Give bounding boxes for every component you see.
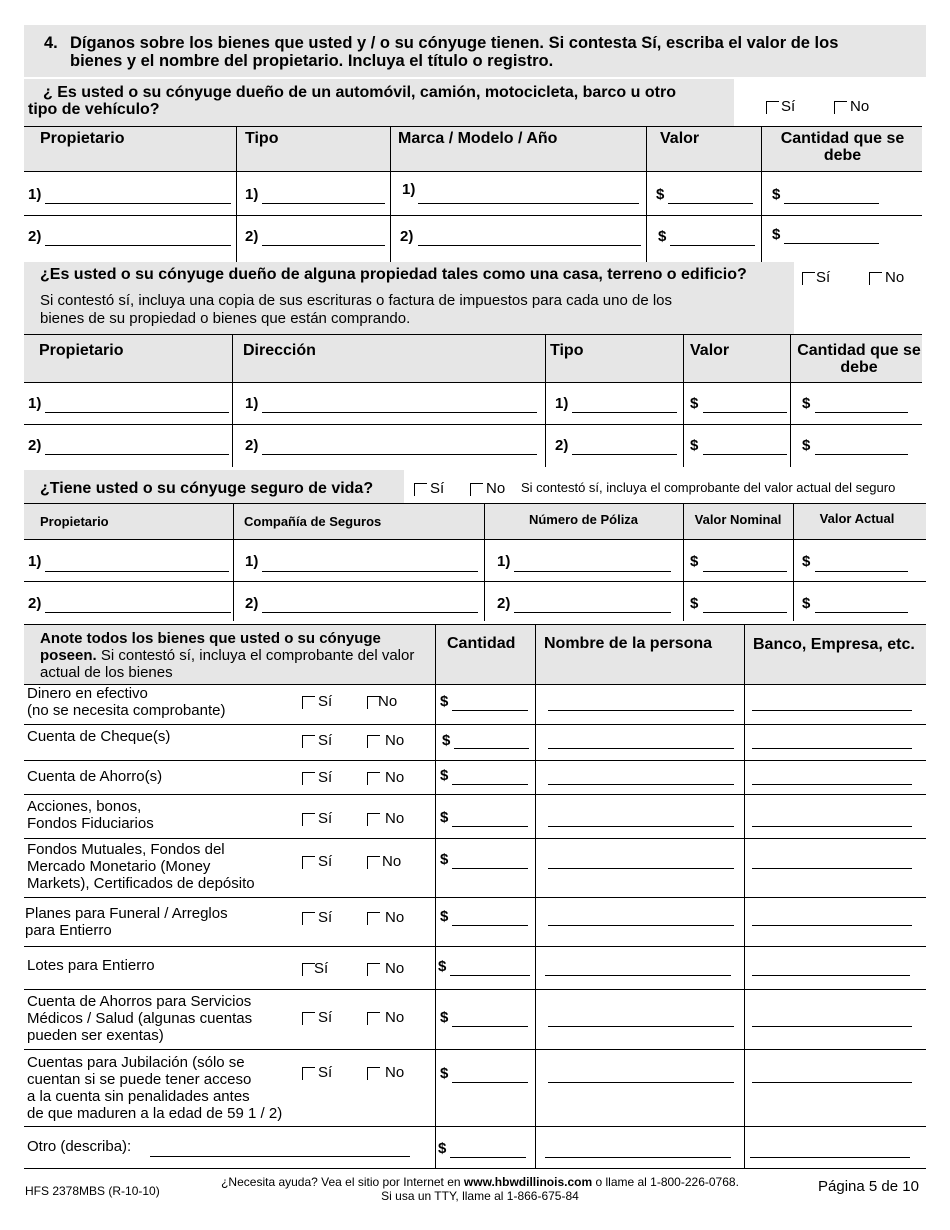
vehicle-yes-checkbox[interactable] <box>766 101 779 114</box>
asset-other-amount[interactable] <box>450 1157 526 1158</box>
property-r1-dollar-a: $ <box>690 395 699 412</box>
asset-funds-amount[interactable] <box>452 868 528 869</box>
vehicle-r1-num-a: 1) <box>28 186 42 203</box>
vehicle-col-value: Valor <box>660 130 700 147</box>
asset-stocks-bank[interactable] <box>752 826 912 827</box>
asset-retirement-dollar: $ <box>440 1065 449 1082</box>
insurance-r1-num-c: 1) <box>497 553 511 570</box>
vehicle-r2-owed[interactable] <box>784 243 879 244</box>
vehicle-r2-value[interactable] <box>670 245 755 246</box>
vehicle-r1-dollar-a: $ <box>656 186 665 203</box>
insurance-r1-num-a: 1) <box>28 553 42 570</box>
property-col-owed: Cantidad que se debe <box>797 342 921 376</box>
asset-funeral-no-checkbox[interactable] <box>367 912 380 925</box>
asset-retirement-yes-checkbox[interactable] <box>302 1067 315 1080</box>
help-url-link[interactable]: www.hbwdillinois.com <box>463 1175 593 1189</box>
tty-text: Si usa un TTY, llame al 1-866-675-84 <box>381 1189 579 1203</box>
asset-retirement-label-3: a la cuenta sin penalidades antes <box>27 1088 250 1105</box>
property-no-checkbox[interactable] <box>869 272 882 285</box>
asset-plots-yes-label: Sí <box>314 960 329 977</box>
asset-other-label: Otro (describa): <box>27 1138 132 1155</box>
asset-stocks-label <box>27 798 154 832</box>
asset-checking-no-label: No <box>385 732 405 749</box>
vehicle-col-owner: Propietario <box>40 130 125 147</box>
asset-funds-dollar: $ <box>440 851 449 868</box>
property-r1-num-b: 1) <box>245 395 259 412</box>
property-r1-value[interactable] <box>703 412 787 413</box>
section-title-line2: bienes y el nombre del propietario. Incluya el título o registro. <box>70 52 554 70</box>
asset-retirement-label <box>27 1054 282 1122</box>
asset-funds-yes-checkbox[interactable] <box>302 856 315 869</box>
asset-funeral-yes-checkbox[interactable] <box>302 912 315 925</box>
insurance-r1-dollar-b: $ <box>802 553 811 570</box>
asset-funds-bank[interactable] <box>752 868 912 869</box>
vehicle-r1-num-b: 1) <box>245 186 259 203</box>
asset-plots-amount[interactable] <box>450 975 530 976</box>
property-note-line1: Si contestó sí, incluya una copia de sus escrituras o factura de impuestos para cada uno de los <box>40 292 673 309</box>
vehicle-question-line1: ¿ Es usted o su cónyuge dueño de un automóvil, camión, motocicleta, barco u otro <box>43 84 676 101</box>
asset-stocks-no-checkbox[interactable] <box>367 813 380 826</box>
vehicle-r1-owed[interactable] <box>784 203 879 204</box>
vehicle-question-line2: tipo de vehículo? <box>28 101 160 118</box>
asset-plots-no-label: No <box>385 960 405 977</box>
asset-funds-yes-label: Sí <box>318 853 333 870</box>
asset-savings-person[interactable] <box>548 784 734 785</box>
asset-savings-yes-checkbox[interactable] <box>302 772 315 785</box>
asset-hsa-yes-label: Sí <box>318 1009 333 1026</box>
insurance-r1-num-b: 1) <box>245 553 259 570</box>
asset-funds-person[interactable] <box>548 868 734 869</box>
insurance-r2-owner[interactable] <box>45 612 231 613</box>
vehicle-r2-num-c: 2) <box>400 228 414 245</box>
vehicle-r2-dollar-b: $ <box>772 226 781 243</box>
assets-col-person: Nombre de la persona <box>544 635 713 652</box>
asset-cash-label-2: (no se necesita comprobante) <box>27 702 226 719</box>
asset-savings-dollar: $ <box>440 767 449 784</box>
property-r1-num-a: 1) <box>28 395 42 412</box>
property-r2-owed[interactable] <box>815 454 908 455</box>
asset-cash-amount[interactable] <box>452 710 528 711</box>
asset-hsa-label <box>27 993 252 1044</box>
asset-plots-label: Lotes para Entierro <box>27 957 155 974</box>
asset-retirement-label-4: de que maduren a la edad de 59 1 / 2) <box>27 1105 283 1122</box>
asset-funeral-label <box>25 905 228 939</box>
property-r1-type[interactable] <box>572 412 677 413</box>
vehicle-r2-dollar-a: $ <box>658 228 667 245</box>
vehicle-r1-num-c: 1) <box>402 181 416 198</box>
assets-col-amount: Cantidad <box>447 635 516 652</box>
property-col-address: Dirección <box>243 342 316 359</box>
property-r1-owed[interactable] <box>815 412 908 413</box>
asset-checking-label: Cuenta de Cheque(s) <box>27 728 171 745</box>
asset-checking-yes-label: Sí <box>318 732 333 749</box>
asset-plots-person[interactable] <box>545 975 731 976</box>
vehicle-r1-type[interactable] <box>262 203 385 204</box>
asset-cash-person[interactable] <box>548 710 734 711</box>
property-r1-num-c: 1) <box>555 395 569 412</box>
property-r2-type[interactable] <box>572 454 677 455</box>
vehicle-r1-value[interactable] <box>668 203 753 204</box>
help-text-post: o llame al 1-800-226-0768. <box>592 1175 739 1189</box>
asset-cash-label-1: Dinero en efectivo <box>27 685 148 702</box>
vehicle-col-owed: Cantidad que se debe <box>780 130 905 164</box>
asset-retirement-no-label: No <box>385 1064 405 1081</box>
vehicle-r1-make[interactable] <box>418 203 639 204</box>
page-number: Página 5 de 10 <box>818 1178 919 1195</box>
asset-other-bank[interactable] <box>750 1157 910 1158</box>
vehicle-r2-make[interactable] <box>418 245 641 246</box>
vehicle-r2-num-b: 2) <box>245 228 259 245</box>
asset-plots-bank[interactable] <box>752 975 910 976</box>
asset-checking-person[interactable] <box>548 748 734 749</box>
insurance-r2-dollar-b: $ <box>802 595 811 612</box>
asset-savings-no-label: No <box>385 769 405 786</box>
property-r2-owner[interactable] <box>45 454 229 455</box>
asset-cash-yes-label: Sí <box>318 693 333 710</box>
asset-cash-yes-checkbox[interactable] <box>302 696 315 709</box>
asset-stocks-amount[interactable] <box>452 826 528 827</box>
asset-savings-yes-label: Sí <box>318 769 333 786</box>
property-r2-dollar-a: $ <box>690 437 699 454</box>
insurance-yes-checkbox[interactable] <box>414 483 427 496</box>
asset-cash-bank[interactable] <box>752 710 912 711</box>
help-text-pre: ¿Necesita ayuda? Vea el sitio por Internet en <box>221 1175 464 1189</box>
insurance-r2-company[interactable] <box>262 612 478 613</box>
asset-retirement-label-2: cuentan si se puede tener acceso <box>27 1071 252 1088</box>
asset-hsa-amount[interactable] <box>452 1026 528 1027</box>
asset-funds-no-checkbox[interactable] <box>367 856 380 869</box>
asset-other-describe[interactable] <box>150 1156 410 1157</box>
property-col-value: Valor <box>690 342 730 359</box>
asset-hsa-dollar: $ <box>440 1009 449 1026</box>
property-r1-owner[interactable] <box>45 412 229 413</box>
asset-savings-label: Cuenta de Ahorro(s) <box>27 768 163 785</box>
asset-hsa-bank[interactable] <box>752 1026 912 1027</box>
vehicle-r2-owner[interactable] <box>45 245 231 246</box>
insurance-r1-face[interactable] <box>703 571 787 572</box>
asset-hsa-label-1: Cuenta de Ahorros para Servicios <box>27 993 252 1010</box>
vehicle-col-make: Marca / Modelo / Año <box>398 130 558 147</box>
asset-retirement-person[interactable] <box>548 1082 734 1083</box>
asset-funeral-label-2: para Entierro <box>25 922 112 939</box>
assets-header-rest: Si contestó sí, incluya el comprobante del valor actual de los bienes <box>40 647 415 681</box>
property-col-type: Tipo <box>550 342 584 359</box>
asset-stocks-yes-label: Sí <box>318 810 333 827</box>
asset-stocks-label-1: Acciones, bonos, <box>27 798 142 815</box>
property-no-label: No <box>885 269 905 286</box>
help-text <box>190 1175 770 1189</box>
form-id: HFS 2378MBS (R-10-10) <box>25 1184 160 1198</box>
asset-cash-dollar: $ <box>440 693 449 710</box>
insurance-col-owner: Propietario <box>40 514 109 529</box>
insurance-r2-dollar-a: $ <box>690 595 699 612</box>
asset-funeral-dollar: $ <box>440 908 449 925</box>
asset-funeral-amount[interactable] <box>452 925 528 926</box>
asset-retirement-yes-label: Sí <box>318 1064 333 1081</box>
insurance-r1-owner[interactable] <box>45 571 229 572</box>
asset-stocks-person[interactable] <box>548 826 734 827</box>
asset-retirement-bank[interactable] <box>752 1082 912 1083</box>
vehicle-yes-label: Sí <box>781 98 796 115</box>
insurance-col-policy: Número de Póliza <box>528 512 639 527</box>
insurance-yes-label: Sí <box>430 480 445 497</box>
insurance-r1-company[interactable] <box>262 571 478 572</box>
assets-col-bank: Banco, Empresa, etc. <box>753 636 915 653</box>
asset-retirement-amount[interactable] <box>452 1082 528 1083</box>
property-note-line2: bienes de su propiedad o bienes que están comprando. <box>40 310 411 327</box>
vehicle-r2-type[interactable] <box>262 245 385 246</box>
asset-retirement-no-checkbox[interactable] <box>367 1067 380 1080</box>
asset-hsa-yes-checkbox[interactable] <box>302 1012 315 1025</box>
insurance-no-label: No <box>486 480 506 497</box>
asset-stocks-dollar: $ <box>440 809 449 826</box>
asset-hsa-no-label: No <box>385 1009 405 1026</box>
asset-savings-bank[interactable] <box>752 784 912 785</box>
assets-header <box>40 630 432 681</box>
insurance-r2-actual[interactable] <box>815 612 908 613</box>
asset-checking-no-checkbox[interactable] <box>367 735 380 748</box>
asset-checking-yes-checkbox[interactable] <box>302 735 315 748</box>
asset-hsa-no-checkbox[interactable] <box>367 1012 380 1025</box>
asset-funeral-label-1: Planes para Funeral / Arreglos <box>25 905 228 922</box>
vehicle-col-type: Tipo <box>245 130 279 147</box>
insurance-r2-num-a: 2) <box>28 595 42 612</box>
asset-funds-label-1: Fondos Mutuales, Fondos del <box>27 841 225 858</box>
property-col-owner: Propietario <box>39 342 124 359</box>
property-r2-value[interactable] <box>703 454 787 455</box>
property-question: ¿Es usted o su cónyuge dueño de alguna propiedad tales como una casa, terreno o edificio? <box>40 266 747 283</box>
asset-funeral-bank[interactable] <box>752 925 912 926</box>
insurance-r2-num-c: 2) <box>497 595 511 612</box>
asset-plots-dollar: $ <box>438 958 447 975</box>
property-r2-dollar-b: $ <box>802 437 811 454</box>
property-yes-label: Sí <box>816 269 831 286</box>
asset-funeral-yes-label: Sí <box>318 909 333 926</box>
property-r2-address[interactable] <box>262 454 537 455</box>
vehicle-no-checkbox[interactable] <box>834 101 847 114</box>
asset-cash-no-label: No <box>378 693 398 710</box>
insurance-r2-face[interactable] <box>703 612 787 613</box>
vehicle-r1-dollar-b: $ <box>772 186 781 203</box>
asset-other-person[interactable] <box>545 1157 731 1158</box>
insurance-question: ¿Tiene usted o su cónyuge seguro de vida? <box>40 480 374 497</box>
asset-other-dollar: $ <box>438 1140 447 1157</box>
asset-cash-label <box>27 685 225 719</box>
asset-hsa-person[interactable] <box>548 1026 734 1027</box>
asset-checking-amount[interactable] <box>454 748 529 749</box>
insurance-no-checkbox[interactable] <box>470 483 483 496</box>
insurance-r1-actual[interactable] <box>815 571 908 572</box>
insurance-r1-dollar-a: $ <box>690 553 699 570</box>
section-title-line1: Díganos sobre los bienes que usted y / o su cónyuge tienen. Si contesta Sí, escriba el valor de los <box>70 34 839 52</box>
asset-checking-bank[interactable] <box>752 748 912 749</box>
asset-funeral-person[interactable] <box>548 925 734 926</box>
vehicle-r1-owner[interactable] <box>45 203 231 204</box>
vehicle-r2-num-a: 2) <box>28 228 42 245</box>
section-number: 4. <box>44 34 58 52</box>
property-r1-dollar-b: $ <box>802 395 811 412</box>
insurance-r1-policy[interactable] <box>514 571 671 572</box>
asset-funds-label <box>27 841 255 892</box>
asset-hsa-label-2: Médicos / Salud (algunas cuentas <box>27 1010 253 1027</box>
asset-checking-dollar: $ <box>442 732 451 749</box>
asset-stocks-yes-checkbox[interactable] <box>302 813 315 826</box>
asset-savings-no-checkbox[interactable] <box>367 772 380 785</box>
insurance-r2-num-b: 2) <box>245 595 259 612</box>
insurance-r2-policy[interactable] <box>514 612 671 613</box>
asset-savings-amount[interactable] <box>452 784 528 785</box>
insurance-col-actual: Valor Actual <box>819 511 895 526</box>
asset-plots-no-checkbox[interactable] <box>367 963 380 976</box>
insurance-note: Si contestó sí, incluya el comprobante del valor actual del seguro <box>521 480 896 495</box>
asset-stocks-no-label: No <box>385 810 405 827</box>
asset-funds-no-label: No <box>382 853 402 870</box>
asset-retirement-label-1: Cuentas para Jubilación (sólo se <box>27 1054 245 1071</box>
assets-header-bold: Anote todos los bienes que usted o su cónyuge poseen. <box>40 630 381 664</box>
asset-stocks-label-2: Fondos Fiduciarios <box>27 815 154 832</box>
asset-funds-label-2: Mercado Monetario (Money <box>27 858 211 875</box>
vehicle-no-label: No <box>850 98 870 115</box>
property-r2-num-c: 2) <box>555 437 569 454</box>
asset-funds-label-3: Markets), Certificados de depósito <box>27 875 255 892</box>
asset-hsa-label-3: pueden ser exentas) <box>27 1027 164 1044</box>
property-yes-checkbox[interactable] <box>802 272 815 285</box>
property-r2-num-b: 2) <box>245 437 259 454</box>
property-r2-num-a: 2) <box>28 437 42 454</box>
property-r1-address[interactable] <box>262 412 537 413</box>
insurance-col-face: Valor Nominal <box>694 512 782 527</box>
asset-funeral-no-label: No <box>385 909 405 926</box>
insurance-col-company: Compañía de Seguros <box>244 514 382 529</box>
